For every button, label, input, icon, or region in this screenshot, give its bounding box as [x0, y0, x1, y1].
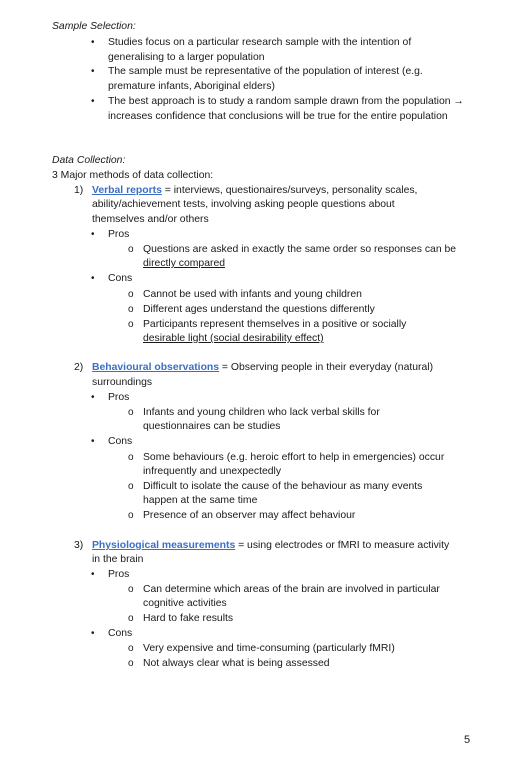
method-2-con-3: Presence of an observer may affect behaviour — [143, 510, 356, 521]
method-3-con-2: Not always clear what is being assessed — [143, 658, 330, 669]
method-3-def-1: = using electrodes or fMRI to measure activity — [235, 540, 450, 551]
bullet-icon: • — [91, 229, 95, 240]
method-2-def-1: = Observing people in their everyday (natural) — [219, 362, 434, 373]
method-1-con-2: Different ages understand the questions differently — [143, 304, 375, 315]
method-1-def-2: ability/achievement tests, involving asking people questions about — [92, 199, 395, 210]
bullet-icon: • — [91, 37, 95, 48]
method-2-term: Behavioural observations — [92, 362, 220, 373]
bullet-icon: • — [91, 628, 95, 639]
circle-bullet-icon: o — [128, 452, 134, 463]
method-1-def-3: themselves and/or others — [92, 214, 209, 225]
data-collection-heading: Data Collection: — [52, 155, 126, 166]
method-3-number: 3) — [74, 540, 84, 551]
bullet-icon: • — [91, 96, 95, 107]
method-1-con-1: Cannot be used with infants and young children — [143, 289, 362, 300]
circle-bullet-icon: o — [128, 643, 134, 654]
method-2-line-1 — [92, 361, 433, 376]
method-1-term: Verbal reports — [92, 185, 162, 196]
method-2-number: 2) — [74, 362, 84, 373]
method-3-pro-2: Hard to fake results — [143, 613, 234, 624]
method-2-pros-label: Pros — [108, 392, 130, 403]
method-1-con-3-line-2: desirable light (social desirability effect) — [143, 333, 324, 344]
method-3-cons-label: Cons — [108, 628, 133, 639]
circle-bullet-icon: o — [128, 319, 134, 330]
circle-bullet-icon: o — [128, 658, 134, 669]
sample-bullet-3: The best approach is to study a random sample drawn from the population → increases confidence that conclusions will be true for the entire population — [108, 96, 464, 122]
methods-intro: 3 Major methods of data collection: — [52, 170, 214, 181]
method-3-pro-1-line-1: Can determine which areas of the brain are involved in particular — [143, 584, 440, 595]
sample-bullet-2: The sample must be representative of the population of interest (e.g. premature infants, Aboriginal elders) — [108, 66, 423, 92]
method-2-con-1-line-2: infrequently and unexpectedly — [143, 466, 282, 477]
method-1-line-1 — [92, 184, 417, 199]
method-3-term: Physiological measurements — [92, 540, 236, 551]
bullet-icon: • — [91, 273, 95, 284]
method-2-con-2-line-2: happen at the same time — [143, 495, 258, 506]
bullet-icon: • — [91, 66, 95, 77]
method-2-pro-1-line-1: Infants and young children who lack verbal skills for — [143, 407, 380, 418]
method-1-con-3-line-1: Participants represent themselves in a positive or socially — [143, 319, 407, 330]
method-1-pros-label: Pros — [108, 229, 130, 240]
method-1-number: 1) — [74, 185, 84, 196]
circle-bullet-icon: o — [128, 613, 134, 624]
circle-bullet-icon: o — [128, 510, 134, 521]
circle-bullet-icon: o — [128, 289, 134, 300]
page-number: 5 — [464, 734, 471, 746]
method-1-cons-label: Cons — [108, 273, 133, 284]
circle-bullet-icon: o — [128, 481, 134, 492]
method-3-con-1: Very expensive and time-consuming (particularly fMRI) — [143, 643, 395, 654]
bullet-icon: • — [91, 436, 95, 447]
bullet-icon: • — [91, 392, 95, 403]
circle-bullet-icon: o — [128, 244, 134, 255]
method-2-pro-1-line-2: questionnaires can be studies — [143, 421, 281, 432]
bullet-icon: • — [91, 569, 95, 580]
method-2-def-2: surroundings — [92, 377, 153, 388]
method-3-pro-1-line-2: cognitive activities — [143, 598, 227, 609]
circle-bullet-icon: o — [128, 304, 134, 315]
method-1-pro-1-line-2: directly compared — [143, 258, 226, 269]
method-3-def-2: in the brain — [92, 554, 144, 565]
method-3-line-1 — [92, 539, 449, 554]
method-2-con-1-line-1: Some behaviours (e.g. heroic effort to help in emergencies) occur — [143, 452, 445, 463]
sample-selection-heading: Sample Selection: — [52, 21, 136, 32]
method-2-cons-label: Cons — [108, 436, 133, 447]
sample-bullet-1: Studies focus on a particular research sample with the intention of generalising to a larger population — [108, 37, 412, 63]
circle-bullet-icon: o — [128, 584, 134, 595]
method-2-con-2-line-1: Difficult to isolate the cause of the behaviour as many events — [143, 481, 423, 492]
circle-bullet-icon: o — [128, 407, 134, 418]
method-1-def-1: = interviews, questionaires/surveys, personality scales, — [161, 185, 418, 196]
method-1-pro-1-line-1: Questions are asked in exactly the same order so responses can be — [143, 244, 457, 255]
method-3-pros-label: Pros — [108, 569, 130, 580]
